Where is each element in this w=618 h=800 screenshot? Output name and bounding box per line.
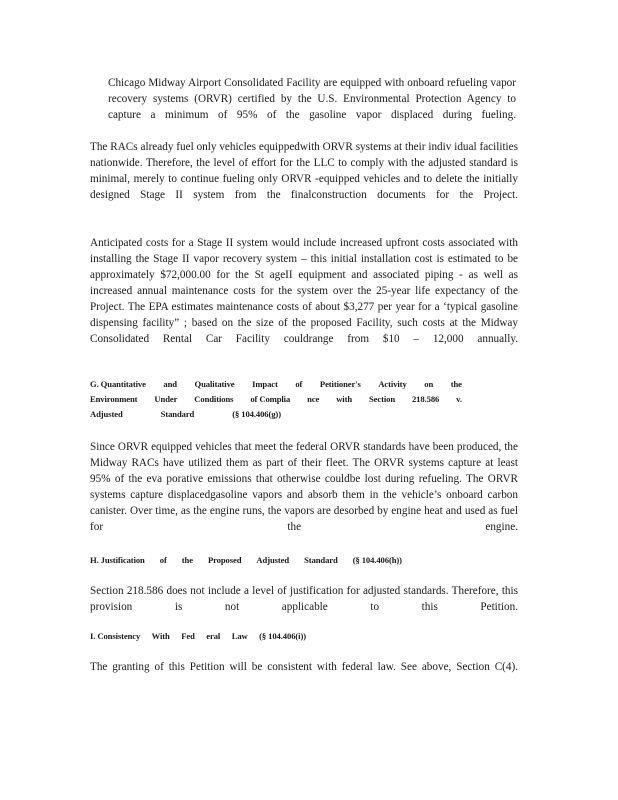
heading-g-word: Petitioner's [319,379,361,389]
heading-g-word: v. [456,394,462,404]
heading-i-word: eral [206,631,221,641]
heading-g-word: of Complia [250,394,291,404]
heading-g-word: Impact [252,379,278,389]
heading-g-word: (§ 104.406(g)) [232,409,281,419]
heading-g-word: on [424,379,434,389]
heading-h-word: the [181,555,193,565]
heading-h-word: H. Justification [90,555,145,565]
heading-g-word: Qualitative [194,379,235,389]
heading-g-word: G. Quantitative [90,379,146,389]
heading-g-word: Section [368,394,396,404]
heading-g-word: and [163,379,177,389]
heading-i-word: Law [231,631,248,641]
heading-g-word: Under [154,394,178,404]
paragraph-compliance-effort: The RACs already fuel only vehicles equippedwith ORVR systems at their indiv idual facilities nationwide. Therefore, the level of effort for the LLC to comply with the adjusted standard is minimal, merely to continue fueling only ORVR -equipped vehicles and to delete the initially designed Stage II system from the finalconstruction documents for the Project. [90,141,518,201]
section-heading-g [90,377,462,422]
heading-i-word: With [151,631,170,641]
heading-h-word: of [159,555,167,565]
heading-i-line [90,629,306,644]
heading-g-line-1 [90,377,462,392]
section-heading-i [90,629,306,644]
heading-h-word: (§ 104.406(h)) [352,555,402,565]
heading-h-line [90,553,402,568]
paragraph-anticipated-costs: Anticipated costs for a Stage II system would include increased upfront costs associated with installing the Stage II vapor recovery system – this initial installation cost is estimated to be approximately $72,000.00 for the St ageII equipment and associated piping - as well as increased annual maintenance costs for the system over the 25-year life expectancy of the Project. The EPA estimates maintenance costs of about $3,277 per year for a ‘typical gasoline dispensing facility” ; based on the size of the proposed Facility, such costs at the Midway Consolidated Rental Car Facility couldrange from $10 – 12,000 annually. [90,237,518,345]
heading-g-word: Conditions [194,394,234,404]
heading-h-word: Adjusted [256,555,290,565]
heading-g-line-3 [90,407,462,422]
heading-i-word: (§ 104.406(i)) [259,631,306,641]
paragraph-justification: Section 218.586 does not include a level of justification for adjusted standards. Therefore, this provision is not applicable to this Petition. [90,585,518,613]
paragraph-orvr-certification: Chicago Midway Airport Consolidated Facility are equipped with onboard refueling vapor recovery systems (ORVR) certified by the U.S. Environmental Protection Agency to capture a minimum of 95% of the gasoline vapor displaced during fueling. [108,77,516,121]
heading-g-word: Standard [160,409,195,419]
heading-i-word: I. Consistency [90,631,141,641]
heading-h-word: Proposed [207,555,242,565]
section-heading-h [90,553,402,568]
heading-g-word: Adjusted [90,409,123,419]
heading-i-word: Fed [181,631,195,641]
paragraph-federal-consistency: The granting of this Petition will be consistent with federal law. See above, Section C(4). [90,661,518,673]
heading-g-word: Activity [378,379,407,389]
paragraph-orvr-vehicles: Since ORVR equipped vehicles that meet the federal ORVR standards have been produced, the Midway RACs have utilized them as part of their fleet. The ORVR systems capture at least 95% of the eva porative emissions that otherwise couldbe lost during refueling. The ORVR systems capture displacedgasoline vapors and absorb them in the vehicle’s onboard carbon canister. Over time, as the engine runs, the vapors are desorbed by engine heat and used as fuel for the engine. [90,441,518,533]
heading-g-word: of [295,379,303,389]
heading-g-word: 218.586 [411,394,440,404]
heading-g-word: with [336,394,353,404]
heading-g-word: the [450,379,462,389]
heading-g-line-2 [90,392,462,407]
heading-g-word: Environment [90,394,138,404]
heading-h-word: Standard [304,555,338,565]
heading-g-word: nce [307,394,320,404]
